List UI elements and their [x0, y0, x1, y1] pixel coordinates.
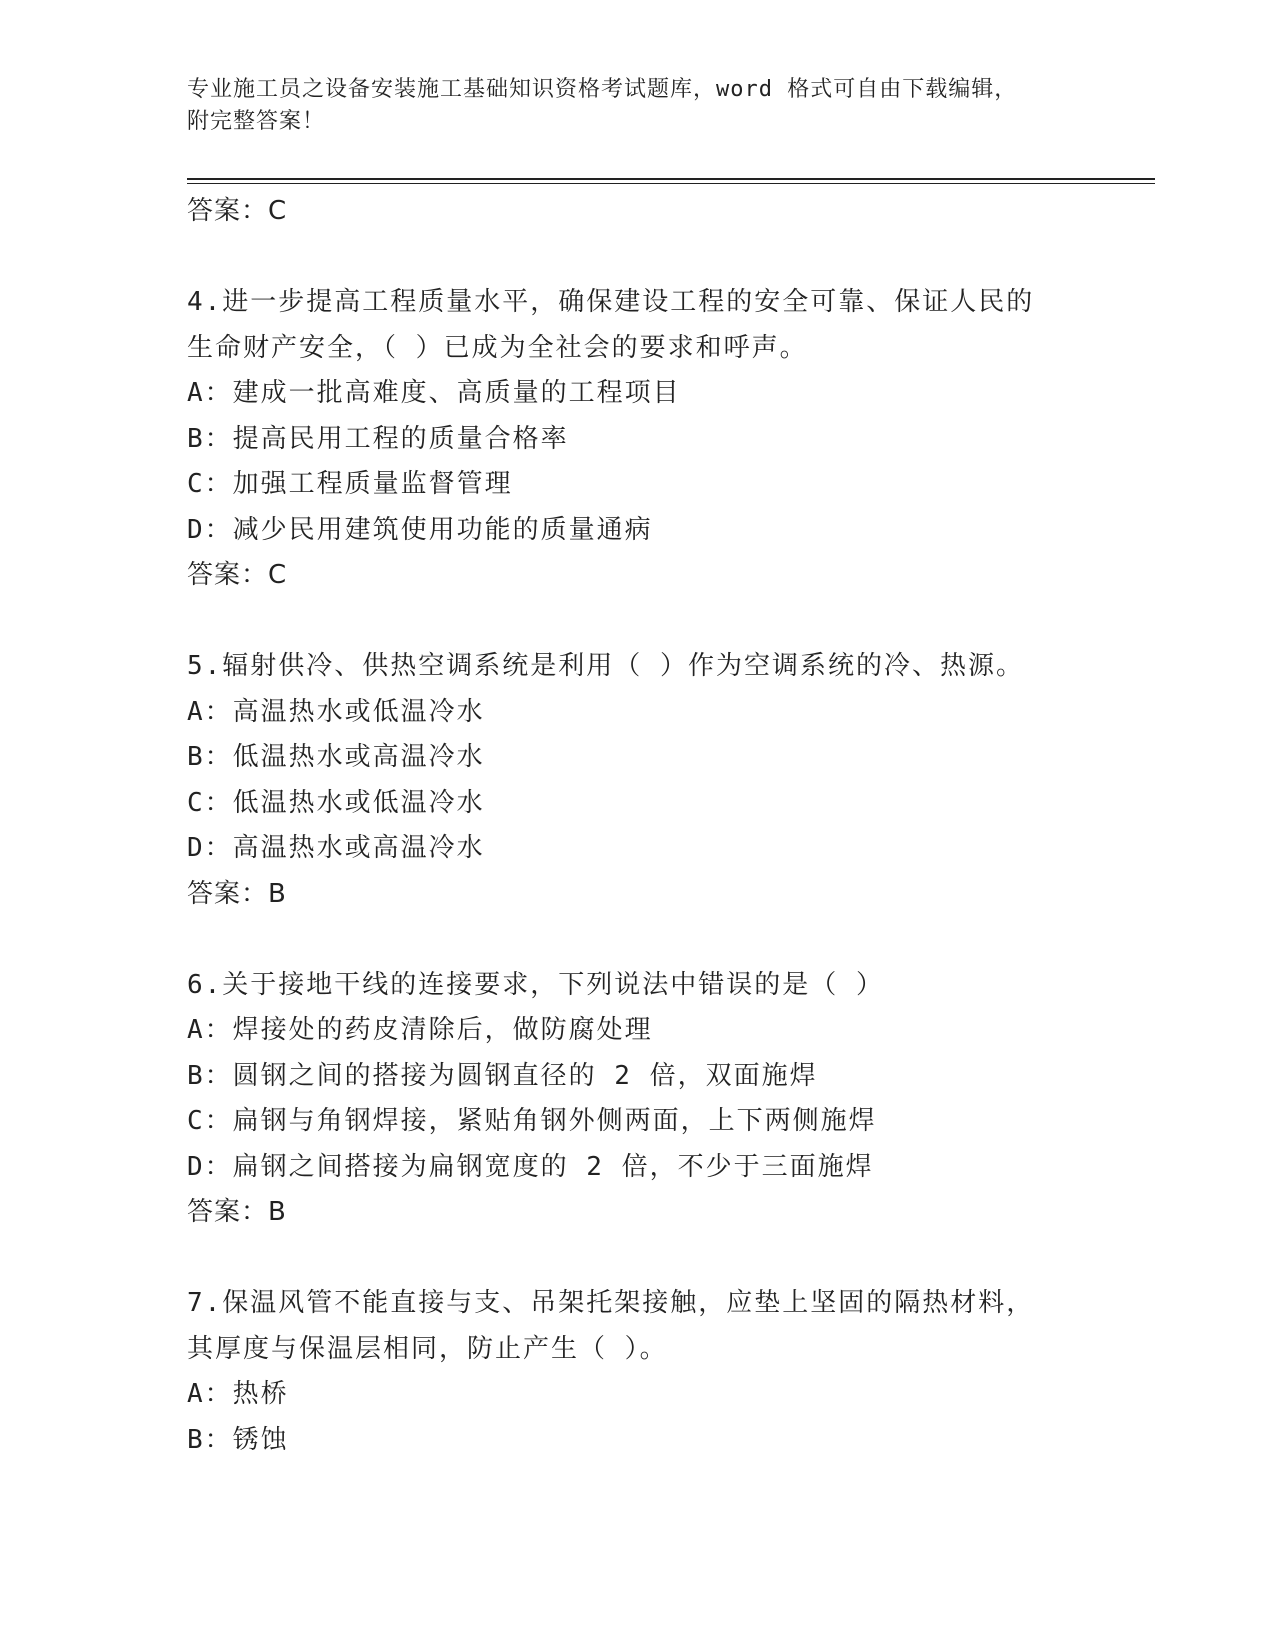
option-b: B：提高民用工程的质量合格率	[187, 423, 569, 454]
question-stem: 6.关于接地干线的连接要求，下列说法中错误的是（ ）	[187, 969, 884, 1000]
answer-line: 答案：B	[187, 878, 287, 909]
option-b: B：低温热水或高温冷水	[187, 742, 485, 772]
option-c: C：扁钢与角钢焊接，紧贴角钢外侧两面，上下两侧施焊	[187, 1106, 877, 1136]
header-line-2: 附完整答案！	[187, 109, 326, 134]
option-a: A：建成一批高难度、高质量的工程项目	[187, 378, 681, 408]
question-list	[187, 189, 1147, 1463]
header-rule-thin	[187, 183, 1155, 184]
header-rule-thick	[187, 178, 1155, 180]
spacer	[187, 917, 1147, 963]
question-7	[187, 1281, 1147, 1463]
option-d: D：扁钢之间搭接为扁钢宽度的 2 倍，不少于三面施焊	[187, 1151, 874, 1182]
option-b: B：圆钢之间的搭接为圆钢直径的 2 倍，双面施焊	[187, 1060, 818, 1091]
question-stem: 7.保温风管不能直接与支、吊架托架接触，应垫上坚固的隔热材料，	[187, 1288, 1035, 1318]
header-line-1: 专业施工员之设备安装施工基础知识资格考试题库，word 格式可自由下载编辑，	[187, 77, 1018, 102]
question-5	[187, 644, 1147, 917]
question-stem: 5.辐射供冷、供热空调系统是利用（ ）作为空调系统的冷、热源。	[187, 651, 1024, 681]
answer-line: 答案：C	[187, 196, 288, 226]
option-a: A：高温热水或低温冷水	[187, 696, 485, 727]
option-c: C：加强工程质量监督管理	[187, 469, 513, 499]
document-header	[187, 74, 1067, 138]
question-stem: 生命财产安全，（ ）已成为全社会的要求和呼声。	[187, 332, 808, 363]
option-a: A：热桥	[187, 1379, 289, 1409]
option-b: B：锈蚀	[187, 1424, 289, 1455]
option-d: D：高温热水或高温冷水	[187, 833, 485, 863]
answer-line: 答案：C	[187, 560, 288, 590]
spacer	[187, 235, 1147, 281]
question-6	[187, 963, 1147, 1236]
option-c: C：低温热水或低温冷水	[187, 787, 485, 818]
option-d: D：减少民用建筑使用功能的质量通病	[187, 514, 653, 545]
question-stem: 其厚度与保温层相同，防止产生（ ）。	[187, 1333, 668, 1364]
question-4	[187, 280, 1147, 599]
spacer	[187, 1236, 1147, 1282]
option-a: A：焊接处的药皮清除后，做防腐处理	[187, 1015, 653, 1045]
question-stem: 4.进一步提高工程质量水平，确保建设工程的安全可靠、保证人民的	[187, 287, 1035, 317]
answer-line: 答案：B	[187, 1197, 287, 1227]
spacer	[187, 599, 1147, 645]
